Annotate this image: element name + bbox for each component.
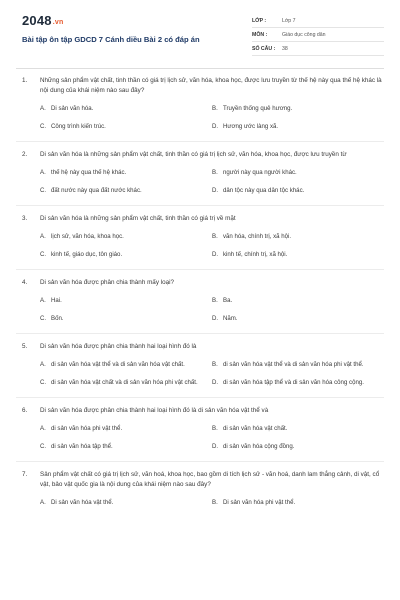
option-letter: C.: [40, 378, 47, 386]
option-letter: A.: [40, 296, 46, 304]
option-text: Bốn.: [51, 314, 64, 322]
meta-value: Lớp 7: [282, 17, 296, 24]
option-grid: [22, 496, 384, 514]
question-text: Di sản văn hóa là những sản phẩm vật chất, tinh thần có giá trị lịch sử, văn hóa, khoa học, được lưu truyền từ: [40, 151, 347, 158]
option-text: di sản văn hóa phi vật thể.: [51, 424, 123, 432]
option-grid: [22, 294, 384, 330]
option-text: Truyền thống quê hương.: [223, 104, 293, 112]
option-text: di sản văn hóa vật chất.: [223, 424, 288, 432]
question-stem: [22, 406, 384, 416]
option-letter: C.: [40, 186, 47, 194]
answer-option[interactable]: [40, 440, 210, 452]
question-stem: [22, 76, 384, 96]
option-letter: D.: [212, 314, 219, 322]
option-letter: B.: [212, 296, 218, 304]
option-text: lịch sử, văn hóa, khoa học.: [51, 232, 124, 240]
option-text: kinh tế, giáo dục, tôn giáo.: [51, 250, 123, 258]
option-text: Di sản văn hóa vật thể.: [51, 498, 114, 506]
question-1: [0, 76, 400, 138]
answer-option[interactable]: [212, 166, 382, 178]
question-number: 4.: [22, 279, 28, 286]
question-text: Những sản phẩm vật chất, tinh thần có giá trị lịch sử, văn hóa, khoa học, được lưu truyền từ thế hệ này qua thế hệ khác là nội dung của khái niệm nào sau đây?: [40, 77, 382, 94]
option-text: di sản văn hóa tập thể và di sản văn hóa công cộng.: [223, 378, 364, 386]
option-text: Công trình kiến trúc.: [51, 122, 106, 130]
option-grid: [22, 102, 384, 138]
option-letter: B.: [212, 360, 218, 368]
option-text: đất nước này qua đất nước khác.: [51, 186, 142, 194]
meta-table: [252, 14, 384, 56]
option-letter: C.: [40, 314, 47, 322]
document-header: [0, 0, 400, 74]
option-letter: C.: [40, 442, 47, 450]
option-text: di sản văn hóa vật thể và di sản văn hóa phi vật thể.: [223, 360, 364, 368]
option-grid: [22, 166, 384, 202]
option-text: Di sản văn hóa phi vật thể.: [223, 498, 296, 506]
answer-option[interactable]: [212, 496, 382, 508]
question-number: 1.: [22, 77, 28, 84]
header-divider: [16, 68, 384, 69]
answer-option[interactable]: [212, 184, 382, 196]
option-letter: D.: [212, 250, 219, 258]
answer-option[interactable]: [40, 230, 210, 242]
question-separator: [16, 269, 384, 270]
option-letter: B.: [212, 232, 218, 240]
option-text: Ba.: [223, 296, 233, 304]
option-letter: D.: [212, 122, 219, 130]
question-text: Di sản văn hóa được phân chia thành mấy loại?: [40, 279, 175, 286]
option-text: Di sản văn hóa.: [51, 104, 94, 112]
question-separator: [16, 461, 384, 462]
option-letter: A.: [40, 168, 46, 176]
logo-tld: .vn: [52, 19, 64, 26]
option-text: di sản văn hóa vật thể và di sản văn hóa vật chất.: [51, 360, 185, 368]
option-letter: A.: [40, 232, 46, 240]
option-letter: C.: [40, 122, 47, 130]
question-text: Di sản văn hóa được phân chia thành hai loại hình đó là: [40, 343, 197, 350]
question-5: [0, 342, 400, 394]
question-stem: [22, 278, 384, 288]
question-6: [0, 406, 400, 458]
document-title: Bài tập ôn tập GDCD 7 Cánh diều Bài 2 có đáp án: [22, 35, 200, 44]
site-logo[interactable]: [22, 13, 63, 28]
answer-option[interactable]: [40, 184, 210, 196]
question-list: [0, 76, 400, 514]
question-text: Di sản văn hóa là những sản phẩm vật chất, tinh thần có giá trị về mặt: [40, 215, 236, 222]
answer-option[interactable]: [212, 312, 382, 324]
answer-option[interactable]: [212, 422, 382, 434]
question-7: [0, 470, 400, 514]
option-letter: B.: [212, 104, 218, 112]
option-text: Hai.: [51, 296, 62, 304]
meta-row-subject: [252, 28, 384, 42]
question-number: 6.: [22, 407, 28, 414]
answer-option[interactable]: [40, 312, 210, 324]
question-stem: [22, 214, 384, 224]
option-text: kinh tế, chính trị, xã hội.: [223, 250, 288, 258]
question-number: 3.: [22, 215, 28, 222]
option-letter: A.: [40, 424, 46, 432]
meta-label: SỐ CÂU :: [252, 45, 276, 52]
meta-value: Giáo dục công dân: [282, 31, 326, 38]
option-text: di sản văn hóa tập thể.: [51, 442, 113, 450]
answer-option[interactable]: [40, 120, 210, 132]
answer-option[interactable]: [212, 120, 382, 132]
option-letter: B.: [212, 424, 218, 432]
option-letter: D.: [212, 378, 219, 386]
answer-option[interactable]: [40, 166, 210, 178]
option-text: Hương ước làng xã.: [223, 122, 279, 130]
option-text: di sản văn hóa vật chất và di sản văn hóa phi vật chất.: [51, 378, 198, 386]
option-letter: A.: [40, 498, 46, 506]
answer-option[interactable]: [40, 422, 210, 434]
question-number: 5.: [22, 343, 28, 350]
option-letter: D.: [212, 186, 219, 194]
answer-option[interactable]: [40, 376, 210, 388]
question-text: Sản phẩm vật chất có giá trị lịch sử, văn hoá, khoa học, bao gồm di tích lịch sử - văn hoá, danh lam thắng cảnh, di vật, cổ vật, bảo vật quốc gia là nội dung của khái niệm nào sau đây?: [40, 471, 380, 488]
option-letter: B.: [212, 168, 218, 176]
option-text: di sản văn hóa cộng đồng.: [223, 442, 295, 450]
answer-option[interactable]: [212, 248, 382, 260]
question-number: 2.: [22, 151, 28, 158]
meta-value: 38: [282, 45, 288, 52]
option-grid: [22, 230, 384, 266]
question-stem: [22, 342, 384, 352]
option-grid: [22, 422, 384, 458]
option-letter: A.: [40, 104, 46, 112]
answer-option[interactable]: [212, 230, 382, 242]
meta-row-count: [252, 42, 384, 56]
question-4: [0, 278, 400, 330]
meta-row-grade: [252, 14, 384, 28]
option-letter: B.: [212, 498, 218, 506]
question-3: [0, 214, 400, 266]
answer-option[interactable]: [212, 102, 382, 114]
meta-label: MÔN :: [252, 31, 268, 38]
answer-option[interactable]: [40, 248, 210, 260]
option-grid: [22, 358, 384, 394]
question-separator: [16, 333, 384, 334]
question-2: [0, 150, 400, 202]
question-separator: [16, 141, 384, 142]
option-text: người này qua người khác.: [223, 168, 297, 176]
option-text: dân tộc này qua dân tộc khác.: [223, 186, 305, 194]
answer-option[interactable]: [40, 496, 210, 508]
answer-option[interactable]: [212, 294, 382, 306]
answer-option[interactable]: [40, 102, 210, 114]
question-stem: [22, 150, 384, 160]
question-text: Di sản văn hóa được phân chia thành hai loại hình đó là di sản văn hóa vật thể và: [40, 407, 269, 414]
meta-label: LỚP :: [252, 17, 267, 24]
option-letter: D.: [212, 442, 219, 450]
answer-option[interactable]: [212, 358, 382, 370]
option-text: văn hóa, chính trị, xã hội.: [223, 232, 292, 240]
question-separator: [16, 397, 384, 398]
option-text: thế hệ này qua thế hệ khác.: [51, 168, 127, 176]
question-stem: [22, 470, 384, 490]
question-number: 7.: [22, 471, 28, 478]
question-separator: [16, 205, 384, 206]
option-text: Năm.: [223, 314, 238, 322]
answer-option[interactable]: [212, 376, 382, 388]
answer-option[interactable]: [212, 440, 382, 452]
logo-text: 2048: [22, 13, 52, 28]
option-letter: C.: [40, 250, 47, 258]
answer-option[interactable]: [40, 294, 210, 306]
option-letter: A.: [40, 360, 46, 368]
answer-option[interactable]: [40, 358, 210, 370]
